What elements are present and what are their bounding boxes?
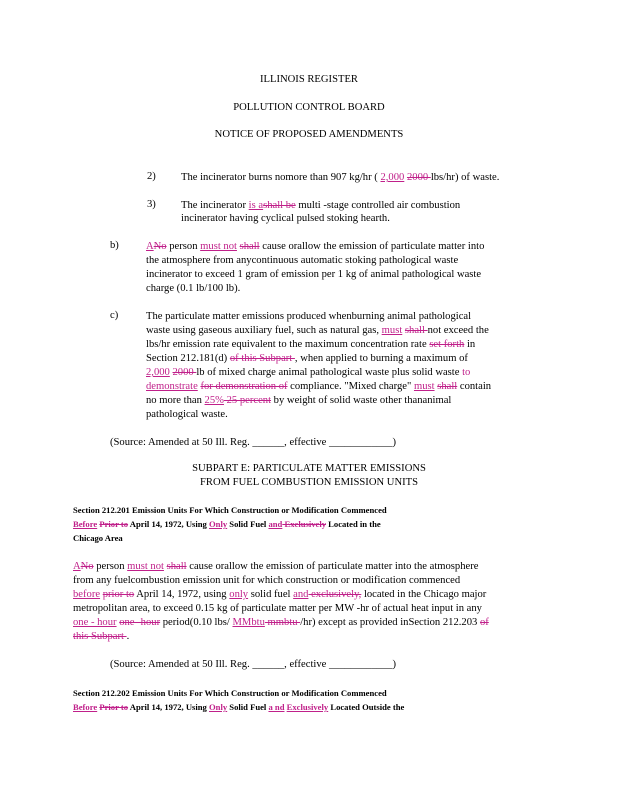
subsection-b-line4: charge (0.1 lb/100 lb). <box>146 283 241 294</box>
section-201-para-line5: one - hour one- hour period(0.10 lbs/ MMbtu mmbtu /hr) except as provided inSection 212.203 of <box>73 617 489 628</box>
section-201-heading-line3: Chicago Area <box>73 533 123 543</box>
section-201-heading-line2: Before Prior to April 14, 1972, Using Only Solid Fuel and Exclusively Located in the <box>73 519 381 529</box>
subsection-c-line8: pathological waste. <box>146 409 228 420</box>
subsection-b-line3: incinerator to exceed 1 gram of emission per 1 kg of animal pathological waste <box>146 269 482 280</box>
source-note-2: (Source: Amended at 50 Ill. Reg. ______, effective ____________) <box>110 659 397 670</box>
subsection-c-line5: 2,000 2000 lb of mixed charge animal pathological waste plus solid waste to <box>146 367 471 378</box>
subsection-c-line7: no more than 25% 25 percent by weight of solid waste other thananimal <box>146 395 452 406</box>
section-201-para-line2: from any fuelcombustion emission unit for which construction or modification commenced <box>73 575 461 586</box>
section-201-para-line3: before prior to April 14, 1972, using only solid fuel and exclusively, located in the Chicago major <box>73 589 487 600</box>
board-title: POLLUTION CONTROL BOARD <box>233 102 385 113</box>
section-202-heading-line2: Before Prior to April 14, 1972, Using Only Solid Fuel a nd Exclusively Located Outside the <box>73 702 405 712</box>
section-201-para-line4: metropolitan area, to exceed 0.15 kg of particulate matter per MW -hr of actual heat input in any <box>73 603 482 614</box>
subsection-c-line4: Section 212.181(d) of this Subpart , when applied to burning a maximum of <box>146 353 468 364</box>
item-2-text: The incinerator burns nomore than 907 kg/hr ( 2,000 2000 lbs/hr) of waste. <box>181 172 500 183</box>
section-201-para-line1: ANo person must not shall cause orallow the emission of particulate matter into the atmosphere <box>73 561 479 572</box>
subpart-title-line2: FROM FUEL COMBUSTION EMISSION UNITS <box>200 477 418 488</box>
subsection-c-line6: demonstrate for demonstration of compliance. "Mixed charge" must shall contain <box>146 381 492 392</box>
item-3-text: The incinerator is ashall be multi -stage controlled air combustion <box>181 200 461 211</box>
item-3-number: 3) <box>147 199 156 210</box>
register-title: ILLINOIS REGISTER <box>260 74 358 85</box>
section-201-heading-line1: Section 212.201 Emission Units For Which Construction or Modification Commenced <box>73 505 387 515</box>
section-202-heading-line1: Section 212.202 Emission Units For Which Construction or Modification Commenced <box>73 688 387 698</box>
source-note-1: (Source: Amended at 50 Ill. Reg. ______, effective ____________) <box>110 437 397 448</box>
subsection-c-line3: lbs/hr emission rate equivalent to the maximum concentration rate set forth in <box>146 339 476 350</box>
section-201-para-line6: this Subpart . <box>73 631 130 642</box>
subsection-c-line1: The particulate matter emissions produced whenburning animal pathological <box>146 311 472 322</box>
subsection-b-line1: ANo person must not shall cause orallow the emission of particulate matter into <box>146 241 485 252</box>
subsection-c-label: c) <box>110 310 119 321</box>
subpart-title-line1: SUBPART E: PARTICULATE MATTER EMISSIONS <box>192 463 426 474</box>
notice-title: NOTICE OF PROPOSED AMENDMENTS <box>214 129 404 140</box>
item-2-number: 2) <box>147 171 156 182</box>
subsection-c-line2: waste using gaseous auxiliary fuel, such as natural gas, must shall not exceed the <box>146 325 489 336</box>
subsection-b-label: b) <box>110 240 119 251</box>
item-3-text-line2: incinerator having cyclical pulsed stoking hearth. <box>181 213 390 224</box>
subsection-b-line2: the atmosphere from anycontinuous automatic stoking pathological waste <box>146 255 459 266</box>
